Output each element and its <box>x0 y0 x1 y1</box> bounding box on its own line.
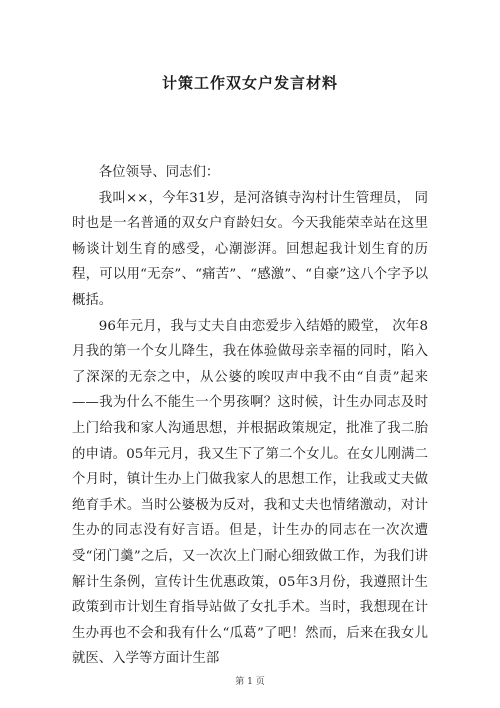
paragraph-1: 我叫××，今年31岁，是河洛镇寺沟村计生管理员， 同时也是一名普通的双女户育龄妇女。今天我能荣幸站在这里畅谈计划生育的感受，心潮澎湃。回想起我计划生育的历程，可以用“无奈”、“痛苦”、“感激”、“自豪”这八个字予以概括。 <box>72 190 428 308</box>
document-body <box>72 160 428 672</box>
document-title: 计策工作双女户发言材料 <box>161 74 338 92</box>
salutation: 各位领导、同志们： <box>98 165 220 180</box>
page-number: 第 1 页 <box>235 677 265 687</box>
paragraph-2: 96年元月，我与丈夫自由恋爱步入结婚的殿堂， 次年8月我的第一个女儿降生，我在体验做母亲幸福的同时，陷入了深深的无奈之中，从公婆的唉叹声中我不由“自责”起来——我为什么不能生一个男孩啊？这时候，计生办同志及时上门给我和家人沟通思想，并根据政策规定，批准了我二胎的申请。05年元月，我又生下了第二个女儿。在女儿刚满二个月时，镇计生办上门做我家人的思想工作，让我或丈夫做绝育手术。当时公婆极为反对，我和丈夫也情绪激动，对计生办的同志没有好言语。但是，计生办的同志在一次次遭受“闭门羹”之后，又一次次上门耐心细致做工作，为我们讲解计生条例，宣传计生优惠政策，05年3月份，我遵照计生政策到市计划生育指导站做了女扎手术。当时，我想现在计生办再也不会和我有什么“瓜葛”了吧！然而，后来在我女儿就医、入学等方面计生部 <box>72 318 428 667</box>
